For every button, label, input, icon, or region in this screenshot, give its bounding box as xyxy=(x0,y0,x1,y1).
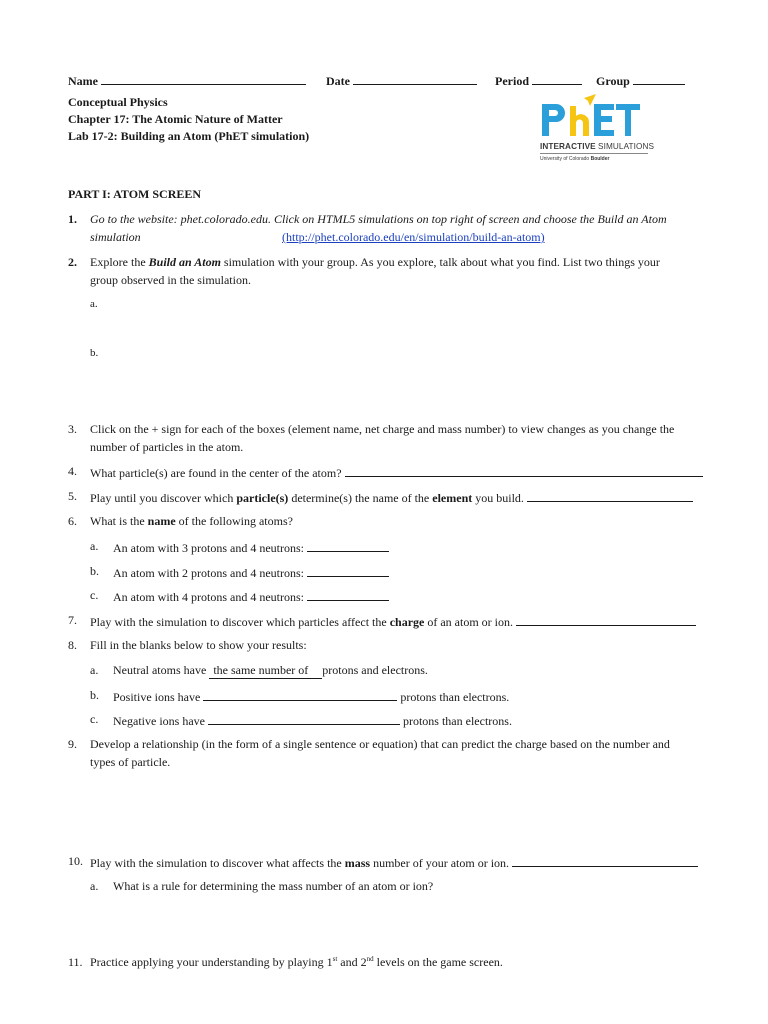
q4-text: What particle(s) are found in the center of the atom? xyxy=(90,466,342,480)
q6-number: 6. xyxy=(68,514,77,528)
q6-a-blank[interactable] xyxy=(307,539,389,552)
q3-line2: number of particles in the atom. xyxy=(90,440,244,454)
q2-line1 xyxy=(90,255,660,270)
part1-title: PART I: ATOM SCREEN xyxy=(68,187,202,201)
q6-line xyxy=(90,514,293,529)
q6-post: of the following atoms? xyxy=(175,514,293,528)
q6-a-letter: a. xyxy=(90,539,99,553)
q5-mid: determine(s) the name of the xyxy=(288,491,433,505)
q8-c-post: protons than electrons. xyxy=(402,714,512,728)
q8-c-blank[interactable] xyxy=(208,712,400,725)
date-label: Date xyxy=(326,74,350,88)
logo-line2: University of Colorado xyxy=(540,156,591,162)
q8-b-letter: b. xyxy=(90,688,99,702)
q6-b-text: An atom with 2 protons and 4 neutrons: xyxy=(113,566,304,580)
q10-number: 10. xyxy=(68,854,83,868)
period-blank[interactable] xyxy=(532,72,582,85)
q6-c-blank[interactable] xyxy=(307,588,389,601)
q8-b-pre: Positive ions have xyxy=(113,690,201,704)
q10-line xyxy=(90,854,698,871)
q2-post: simulation with your group. As you explore, talk about what you find. List two things your xyxy=(220,255,660,269)
q2-line2: group observed in the simulation. xyxy=(90,273,251,287)
q11-sup1: st xyxy=(332,955,338,963)
q4-number: 4. xyxy=(68,464,77,478)
q2-a: a. xyxy=(90,298,98,310)
q8-a-letter: a. xyxy=(90,663,99,677)
q8-c-letter: c. xyxy=(90,712,99,726)
q6-a-text: An atom with 3 protons and 4 neutrons: xyxy=(113,541,304,555)
q10-a-text: What is a rule for determining the mass number of an atom or ion? xyxy=(113,879,434,893)
q10-a-letter: a. xyxy=(90,879,99,893)
q10-pre: Play with the simulation to discover what affects the xyxy=(90,856,345,870)
q6-c-letter: c. xyxy=(90,588,99,602)
q8-a-fill[interactable] xyxy=(209,663,322,679)
q2-number: 2. xyxy=(68,255,77,269)
q4-blank[interactable] xyxy=(345,464,703,477)
logo-line2-bold: Boulder xyxy=(590,156,610,162)
q8-b-blank[interactable] xyxy=(203,688,397,701)
q3-number: 3. xyxy=(68,422,77,436)
logo-line1-bold: INTERACTIVE xyxy=(540,142,596,151)
date-blank[interactable] xyxy=(353,72,477,85)
q2-b: b. xyxy=(90,347,99,359)
q8-b-post: protons than electrons. xyxy=(400,690,510,704)
period-label: Period xyxy=(495,74,529,88)
q8-a-fill-text: the same number of xyxy=(213,663,309,677)
logo-line1-rest: SIMULATIONS xyxy=(595,142,655,151)
q4-line xyxy=(90,464,703,481)
q6-b-blank[interactable] xyxy=(307,564,389,577)
q6-c-text: An atom with 4 protons and 4 neutrons: xyxy=(113,590,304,604)
q8-b-line xyxy=(113,688,509,705)
course-title: Conceptual Physics xyxy=(68,95,168,109)
q9-line1: Develop a relationship (in the form of a single sentence or equation) that can predict the charge based on the number and xyxy=(90,737,670,751)
q7-line xyxy=(90,613,696,630)
q8-a-post: protons and electrons. xyxy=(322,663,428,677)
q6-a-line xyxy=(113,539,389,556)
q11-post: levels on the game screen. xyxy=(373,955,503,969)
q11-mid: and 2 xyxy=(337,955,367,969)
q10-blank[interactable] xyxy=(512,854,698,867)
group-label: Group xyxy=(596,74,630,88)
q5-bold1: particle(s) xyxy=(236,491,289,505)
q5-blank[interactable] xyxy=(527,489,693,502)
q7-blank[interactable] xyxy=(516,613,696,626)
q3-line1: Click on the + sign for each of the boxes (element name, net charge and mass number) to view changes as you change the xyxy=(90,422,675,436)
q8-c-line xyxy=(113,712,512,729)
q5-line xyxy=(90,489,693,506)
q1-line2: simulation xyxy=(90,230,141,244)
q8-number: 8. xyxy=(68,638,77,652)
name-blank[interactable] xyxy=(101,72,306,85)
group-blank[interactable] xyxy=(633,72,685,85)
q6-b-line xyxy=(113,564,389,581)
q8-text: Fill in the blanks below to show your results: xyxy=(90,638,307,652)
q10-post: number of your atom or ion. xyxy=(370,856,510,870)
q8-a-line xyxy=(113,663,428,679)
q6-bold: name xyxy=(147,514,176,528)
q7-number: 7. xyxy=(68,613,77,627)
q5-post: you build. xyxy=(472,491,524,505)
q7-post: of an atom or ion. xyxy=(424,615,514,629)
q6-c-line xyxy=(113,588,389,605)
name-label: Name xyxy=(68,74,98,88)
q2-pre: Explore the xyxy=(90,255,149,269)
q10-bold: mass xyxy=(344,856,371,870)
q7-pre: Play with the simulation to discover which particles affect the xyxy=(90,615,390,629)
q1-line1: Go to the website: phet.colorado.edu. Click on HTML5 simulations on top right of screen and choose the Build an Atom xyxy=(90,212,667,226)
q11-number: 11. xyxy=(68,955,83,969)
q11-pre: Practice applying your understanding by playing 1 xyxy=(90,955,333,969)
q8-c-pre: Negative ions have xyxy=(113,714,205,728)
q9-line2: types of particle. xyxy=(90,755,171,769)
phet-logo xyxy=(540,94,660,166)
q1-number: 1. xyxy=(68,212,77,226)
q5-number: 5. xyxy=(68,489,77,503)
q5-bold2: element xyxy=(432,491,473,505)
q2-bold: Build an Atom xyxy=(148,255,221,269)
q1-link[interactable]: (http://phet.colorado.edu/en/simulation/build-an-atom) xyxy=(282,230,545,244)
chapter-title: Chapter 17: The Atomic Nature of Matter xyxy=(68,112,283,126)
q11-sup2: nd xyxy=(366,955,374,963)
q5-pre: Play until you discover which xyxy=(90,491,237,505)
q9-number: 9. xyxy=(68,737,77,751)
q6-b-letter: b. xyxy=(90,564,99,578)
q8-a-pre: Neutral atoms have xyxy=(113,663,210,677)
q11-line xyxy=(90,955,503,970)
q6-pre: What is the xyxy=(90,514,148,528)
lab-title: Lab 17-2: Building an Atom (PhET simulation) xyxy=(68,129,310,143)
header-fields xyxy=(68,72,685,89)
q7-bold: charge xyxy=(389,615,425,629)
